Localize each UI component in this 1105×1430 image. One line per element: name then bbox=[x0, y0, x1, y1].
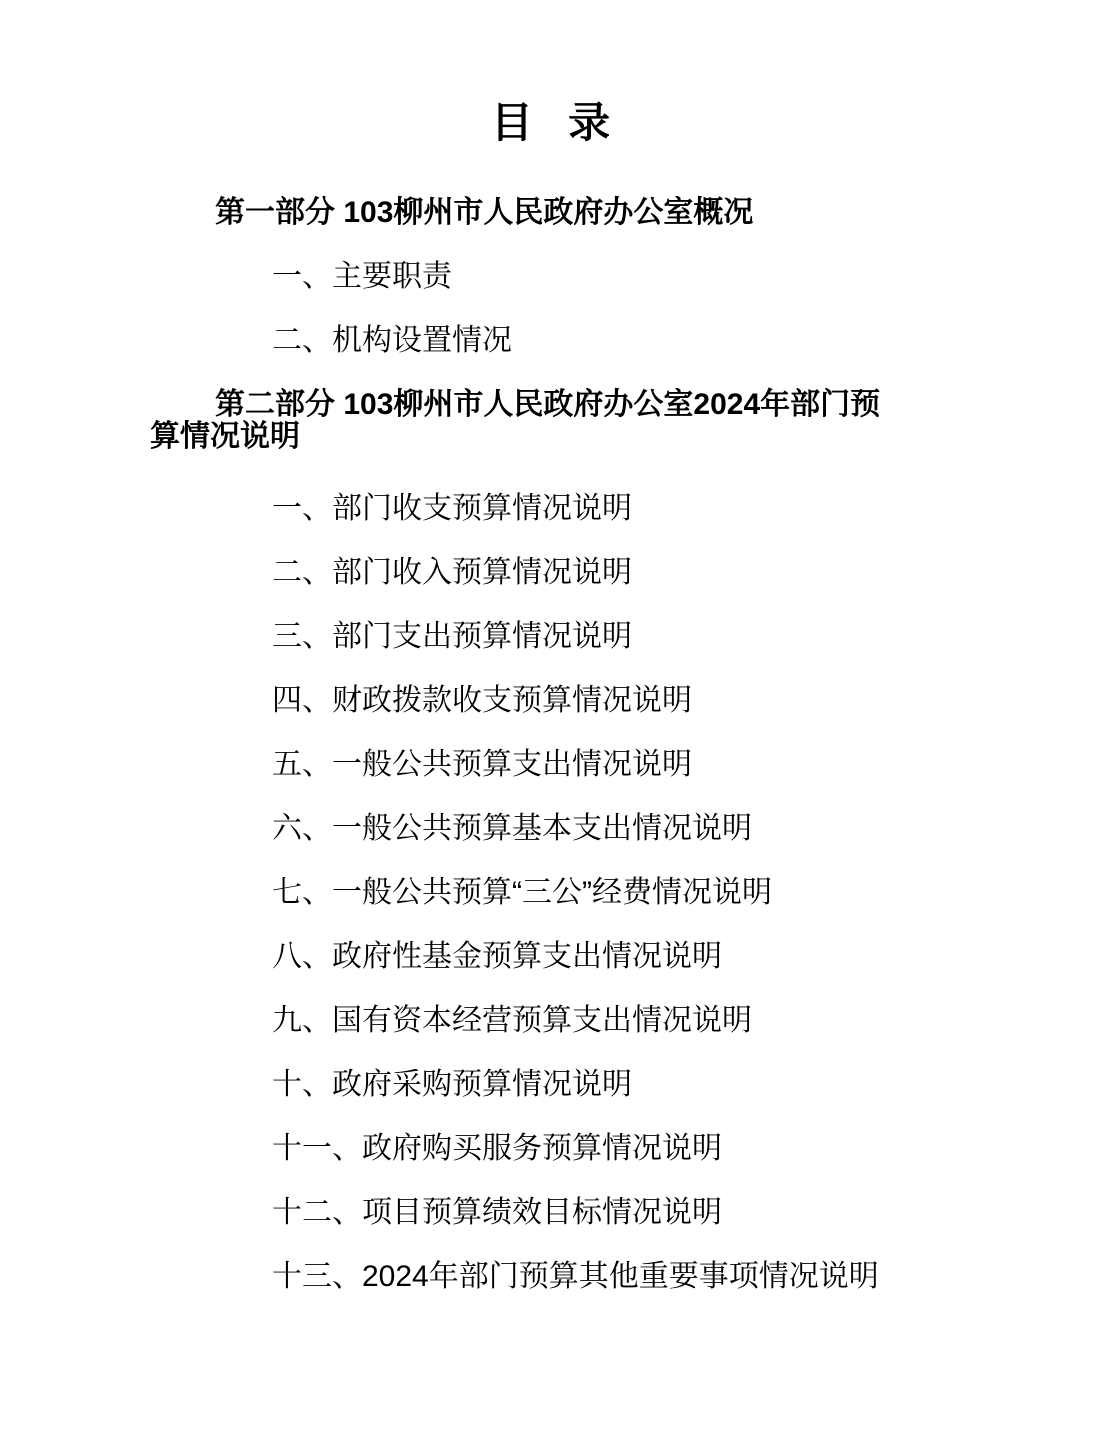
toc-item: 十二、项目预算绩效目标情况说明 bbox=[272, 1196, 722, 1229]
toc-item: 十一、政府购买服务预算情况说明 bbox=[272, 1132, 722, 1165]
toc-item: 五、一般公共预算支出情况说明 bbox=[272, 748, 692, 781]
toc-item: 七、一般公共预算“三公”经费情况说明 bbox=[272, 876, 772, 909]
section-1-heading: 第一部分 103柳州市人民政府办公室概况 bbox=[215, 196, 754, 229]
section-part-2 bbox=[150, 389, 955, 1293]
toc-item: 九、国有资本经营预算支出情况说明 bbox=[272, 1004, 752, 1037]
toc-item: 十、政府采购预算情况说明 bbox=[272, 1068, 632, 1101]
section-2-heading: 第二部分 103柳州市人民政府办公室2024年部门预算情况说明 bbox=[150, 388, 881, 453]
toc-item: 一、部门收支预算情况说明 bbox=[272, 492, 632, 525]
toc-item: 一、主要职责 bbox=[272, 260, 452, 293]
section-part-1 bbox=[150, 197, 955, 357]
toc-item: 八、政府性基金预算支出情况说明 bbox=[272, 940, 722, 973]
toc-item: 六、一般公共预算基本支出情况说明 bbox=[272, 812, 752, 845]
page-title: 目 录 bbox=[490, 99, 615, 146]
toc-item: 十三、2024年部门预算其他重要事项情况说明 bbox=[272, 1260, 879, 1293]
toc-item: 三、部门支出预算情况说明 bbox=[272, 620, 632, 653]
toc-item: 二、机构设置情况 bbox=[272, 324, 512, 357]
toc-item: 二、部门收入预算情况说明 bbox=[272, 556, 632, 589]
toc-item: 四、财政拨款收支预算情况说明 bbox=[272, 684, 692, 717]
